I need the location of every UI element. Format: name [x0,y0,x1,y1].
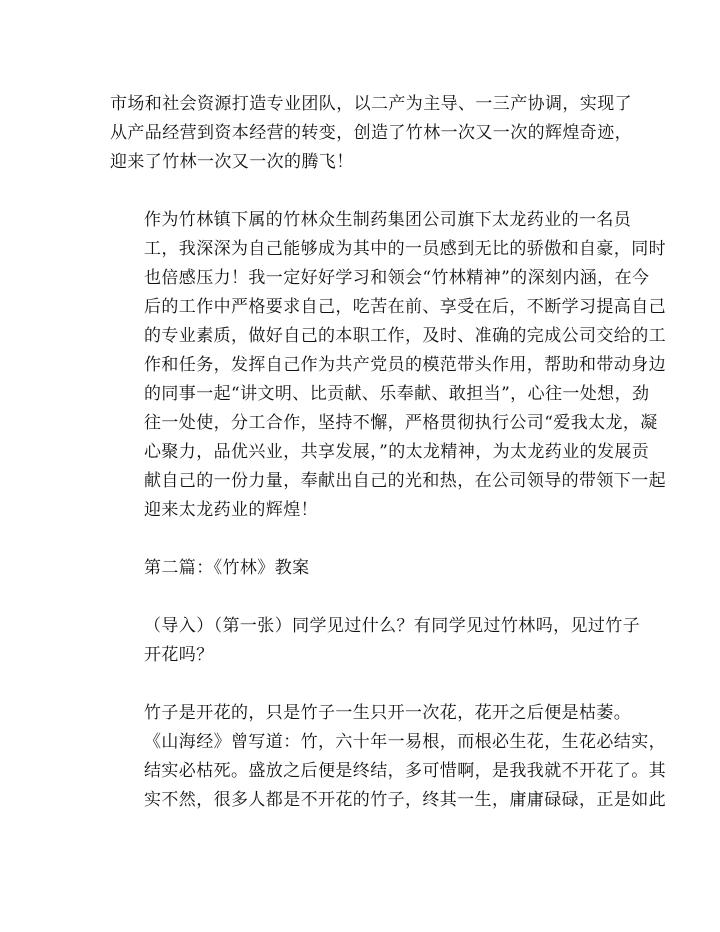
paragraph-employee-reflection [110,206,666,525]
document-body [110,90,666,844]
text-line: 工，我深深为自己能够成为其中的一员感到无比的骄傲和自豪，同时 [144,239,666,259]
text-line: 迎来太龙药业的辉煌！ [144,500,318,520]
text-line: （导入）（第一张）同学见过什么？有同学见过竹林吗，见过竹子 [144,616,641,636]
text-line: 献自己的一份力量，奉献出自己的光和热，在公司领导的带领下一起 [144,471,666,491]
text-line: 的同事一起“讲文明、比贡献、乐奉献、敢担当”，心往一处想，劲 [144,384,650,404]
text-line: 心聚力，品优兴业，共享发展，”的太龙精神，为太龙药业的发展贡 [144,442,650,462]
paragraph-bamboo-flowering [110,699,666,815]
text-line: 市场和社会资源打造专业团队，以二产为主导、一三产协调，实现了 [110,94,632,114]
paragraph-lesson-intro [110,612,641,670]
text-line: 迎来了竹林一次又一次的腾飞！ [110,152,354,172]
text-line: 结实必枯死。盛放之后便是终结，多可惜啊，是我我就不开花了。其 [144,761,666,781]
section-heading: 第二篇：《竹林》教案 [144,558,310,578]
text-line: 《山海经》曾写道：竹，六十年一易根，而根必生花，生花必结实， [144,732,666,752]
text-line: 的专业素质，做好自己的本职工作，及时、准确的完成公司交给的工 [144,326,666,346]
text-line: 开花吗？ [144,645,214,665]
text-line: 竹子是开花的，只是竹子一生只开一次花，花开之后便是枯萎。 [144,703,632,723]
text-line: 往一处使，分工合作，坚持不懈，严格贯彻执行公司“爱我太龙，凝 [144,413,658,433]
text-line: 作和任务，发挥自己作为共产党员的模范带头作用，帮助和带动身边 [144,355,666,375]
text-line: 实不然，很多人都是不开花的竹子，终其一生，庸庸碌碌，正是如此 [144,790,666,810]
text-line: 作为竹林镇下属的竹林众生制药集团公司旗下太龙药业的一名员 [144,210,632,230]
paragraph-intro-continuation [110,90,632,177]
text-line: 也倍感压力！我一定好好学习和领会“竹林精神”的深刻内涵，在今 [144,268,650,288]
text-line: 从产品经营到资本经营的转变，创造了竹林一次又一次的辉煌奇迹， [110,123,632,143]
text-line: 后的工作中严格要求自己，吃苦在前、享受在后，不断学习提高自己 [144,297,666,317]
